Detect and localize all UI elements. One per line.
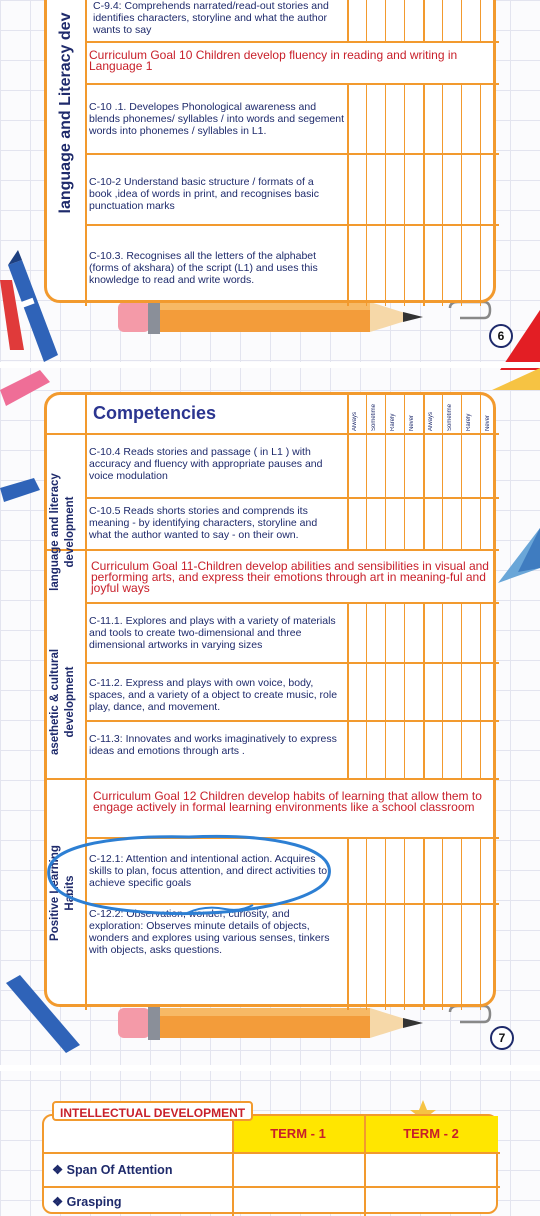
- competency-c-9-4: C-9.4: Comprehends narrated/read-out stories and identifies characters, storyline and what the author wants to say: [93, 0, 329, 36]
- side-label-positive-learning-habits: Positive Learning Habits: [49, 845, 76, 941]
- competency-c-12-1: C-12.1: Attention and intentional action. Acquires skills to plan, focus attention, and direct activities to achieve specific goals: [89, 853, 328, 889]
- competency-c-11-2: C-11.2. Express and plays with own voice, body, spaces, and a variety of a object to create music, role play, dance, and movement.: [89, 677, 338, 713]
- curriculum-goal-10: Curriculum Goal 10 Children develop fluency in reading and writing in Language 1: [89, 48, 458, 73]
- col-rarely-term1: Rarely: [390, 413, 396, 431]
- competency-c-10-5: C-10.5 Reads shorts stories and comprends its meaning - by identifying characters, storyline and what the author wanted to say - on their own.: [89, 505, 318, 541]
- col-never-term2: Never: [485, 414, 491, 431]
- col-sometime-term1: Sometime: [371, 403, 377, 431]
- col-rarely-term2: Rarely: [466, 413, 472, 431]
- page-6-table: [44, 0, 496, 303]
- pen-scribble: [185, 903, 255, 917]
- competency-c-12-2: C-12.2: Observation, wonder, curiosity, and exploration: Observes minute details of objects, wonders and explores using various senses, tinkers with objects, asks questions.: [89, 908, 330, 956]
- intellectual-development-title: INTELLECTUAL DEVELOPMENT: [52, 1101, 253, 1121]
- paperclip-icon: [446, 300, 492, 334]
- competency-c-10-2: C-10-2 Understand basic structure / formats of a book ,idea of words in print, and recognises basic punctuation marks: [89, 176, 319, 212]
- page-7-table: [44, 392, 496, 1007]
- side-label-language-literacy: language and Literacy dev: [57, 12, 74, 214]
- intellectual-development-table: [42, 1114, 498, 1214]
- competency-c-11-3: C-11.3: Innovates and works imaginatively to express ideas and emotions through arts .: [89, 733, 337, 757]
- col-sometime-term2: Sometime: [447, 403, 453, 431]
- side-label-aesthetic-cultural: asethetic & cultural development: [49, 648, 76, 756]
- competency-c-10-1: C-10 .1. Developes Phonological awareness and blends phonemes/ syllables / into words and segement words into phonemes / syllables in L1.: [89, 101, 345, 137]
- page-number-6: 6: [489, 324, 513, 348]
- term-1-header: TERM - 1: [270, 1126, 326, 1141]
- col-always-term1: Always: [352, 411, 358, 431]
- page-number-7: 7: [490, 1026, 514, 1050]
- side-label-language-literacy: language and literacy development: [49, 473, 76, 591]
- competencies-heading: Competencies: [93, 403, 217, 423]
- term-2-header: TERM - 2: [403, 1126, 459, 1141]
- paper-plane-icon: [498, 528, 540, 588]
- crayon-red-icon: [0, 280, 24, 350]
- item-span-of-attention: ❖ Span Of Attention: [52, 1163, 173, 1177]
- curriculum-goal-11: Curriculum Goal 11-Children develop abilities and sensibilities in visual and performing arts, and express their emotions through art in meaning-ful and joyful ways: [91, 559, 489, 595]
- crayon-blue-icon: [0, 478, 40, 508]
- curriculum-goal-12: Curriculum Goal 12 Children develop habits of learning that allow them to engage actively in formal learning environments like a school classroom: [93, 789, 482, 814]
- ruler-icon: [492, 368, 540, 390]
- competency-c-10-4: C-10.4 Reads stories and passage ( in L1 ) with accuracy and fluency with appropriate pauses and voice modulation: [89, 446, 323, 482]
- crayon-pink-icon: [0, 370, 50, 410]
- col-always-term2: Always: [428, 411, 434, 431]
- competency-c-11-1: C-11.1. Explores and plays with a variety of materials and tools to create two-dimensional and three dimensional artworks in varying sizes: [89, 615, 336, 651]
- item-grasping: ❖ Grasping: [52, 1195, 122, 1209]
- competency-c-10-3: C-10.3. Recognises all the letters of the alphabet (forms of akshara) of the script (L1) and uses this knowledge to read and write words.: [89, 250, 318, 286]
- pencil-icon: [118, 1002, 423, 1046]
- col-never-term1: Never: [409, 414, 415, 431]
- paperclip-icon: [446, 1004, 492, 1038]
